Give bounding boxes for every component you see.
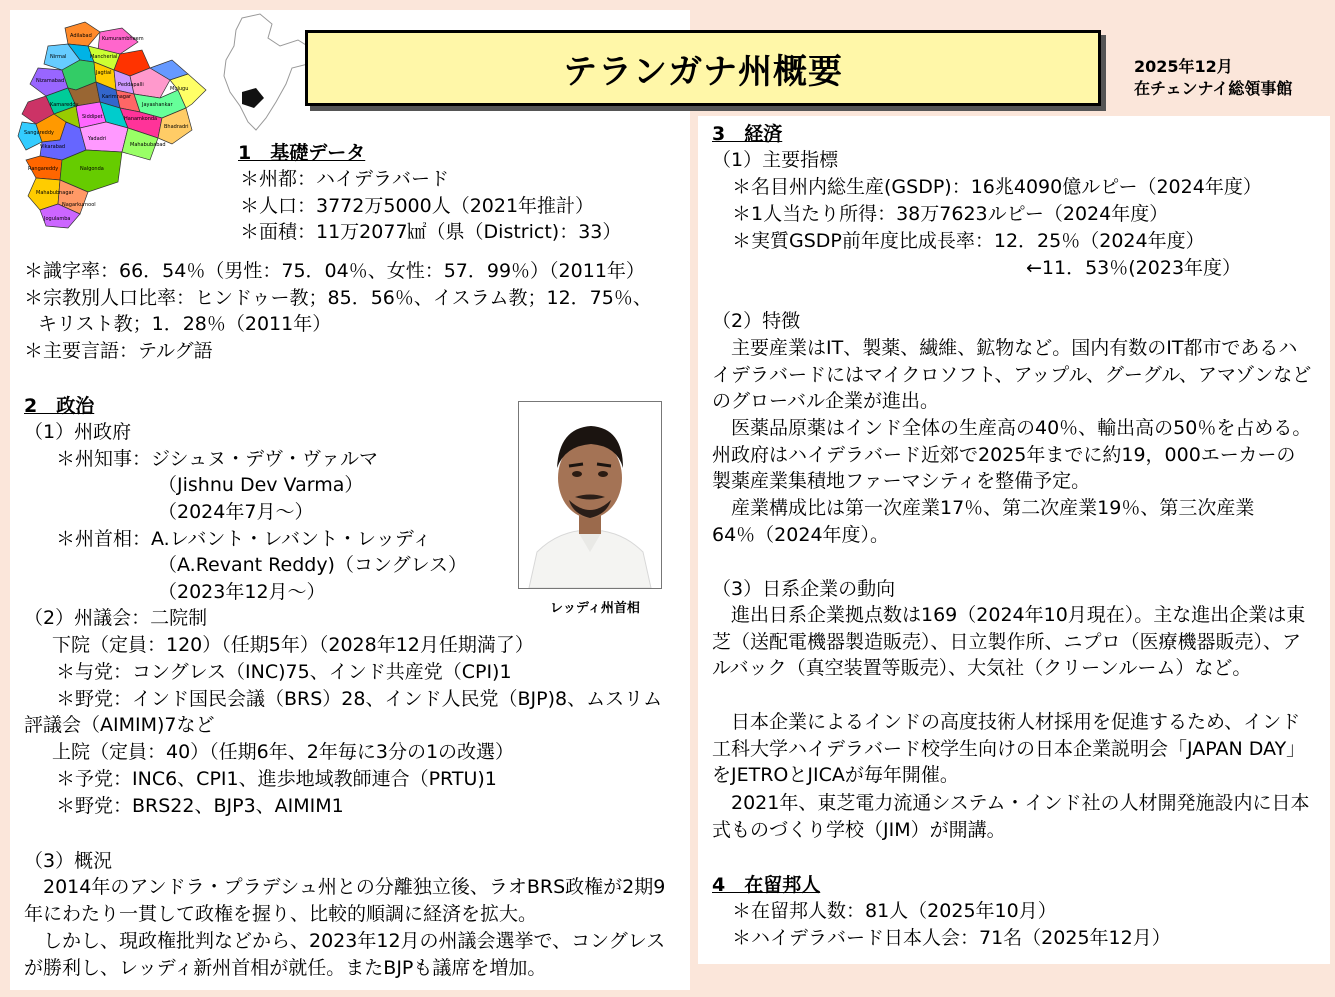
basic-population: ＊人口：3772万5000人（2021年推計） (240, 195, 595, 217)
basic-area: ＊面積：11万2077㎢（県（District)：33） (240, 221, 622, 243)
svg-text:Mancherial: Mancherial (90, 54, 118, 60)
residents-heading: 4 在留邦人 (712, 874, 821, 896)
politics-heading: 2 政治 (24, 395, 95, 417)
basic-literacy: ＊識字率：66．54％（男性：75．04％、女性：57．99％）（2011年） (24, 260, 645, 282)
governor-line-1: ＊州知事：ジシュヌ・デヴ・ヴァルマ (56, 448, 378, 470)
basic-capital: ＊州都：ハイデラバード (240, 168, 450, 190)
cm-line-1: ＊州首相：A.レバント・レバント・レッディ (56, 528, 432, 550)
features-heading: （2）特徴 (712, 310, 801, 332)
svg-text:Kamareddy: Kamareddy (50, 102, 79, 108)
svg-text:Bhadradri: Bhadradri (164, 124, 189, 130)
overview-paragraph-1: 2014年のアンドラ・プラデシュ州との分離独立後、ラオBRS政権が2期9年にわたり一貫して政権を握り、比較的順調に経済を拡大。 (24, 876, 666, 925)
svg-text:Nagarkurnool: Nagarkurnool (62, 202, 96, 208)
svg-text:Nizamabad: Nizamabad (36, 78, 65, 84)
svg-text:Jogulamba: Jogulamba (44, 216, 71, 222)
lower-opposition-1: ＊野党：インド国民会議（BRS）28、インド人民党（BJP)8、ムスリム (56, 688, 663, 710)
svg-text:Yadadri: Yadadri (88, 136, 107, 142)
gsdp-growth: ＊実質GSDP前年度比成長率：12．25％（2024年度） (732, 230, 1205, 252)
svg-text:Hanamkonda: Hanamkonda (124, 116, 158, 122)
svg-text:Mahabubabad: Mahabubabad (130, 142, 166, 148)
governor-line-2: （Jishnu Dev Varma） (158, 474, 364, 496)
lower-ruling: ＊与党：コングレス（INC)75、インド共産党（CPI)1 (56, 661, 512, 683)
svg-text:Jayashankar: Jayashankar (142, 102, 173, 108)
svg-text:Sangareddy: Sangareddy (24, 130, 54, 136)
cm-line-2: （A.Revant Reddy)（コングレス） (158, 554, 468, 576)
japan-business-heading: （3）日系企業の動向 (712, 578, 896, 600)
issue-date: 2025年12月 (1134, 57, 1233, 76)
indicators-heading: （1）主要指標 (712, 149, 839, 171)
japan-business-paragraph-3: 2021年、東芝電力流通システム・インド社の人材開発施設内に日本式ものづくり学校（JIM）が開講。 (712, 792, 1310, 841)
svg-text:Peddapalli: Peddapalli (118, 82, 144, 88)
gsdp: ＊名目州内総生産(GSDP)：16兆4090億ルピー（2024年度） (732, 176, 1262, 198)
person-portrait-icon (519, 402, 661, 588)
photo-caption: レッディ州首相 (550, 601, 640, 616)
svg-text:Nalgonda: Nalgonda (80, 166, 104, 172)
overview-heading: （3）概況 (24, 850, 113, 872)
economy-heading: 3 経済 (712, 123, 783, 145)
basic-religion-2: キリスト教；1．28％（2011年） (38, 313, 332, 335)
issue-info (1134, 56, 1292, 100)
overview-paragraph-2: しかし、現政権批判などから、2023年12月の州議会選挙で、コングレスが勝利し、レッディ新州首相が就任。またBJPも議席を増加。 (24, 930, 666, 979)
svg-text:Kumurambheem: Kumurambheem (102, 36, 144, 42)
resident-count: ＊在留邦人数：81人（2025年10月） (732, 900, 1057, 922)
japan-business-paragraph-2: 日本企業によるインドの高度技術人材採用を促進するため、インド工科大学ハイデラバード校学生向けの日本企業説明会「JAPAN DAY」をJETROとJICAが毎年開催。 (712, 711, 1306, 786)
upper-house: 上院（定員：40）（任期6年、2年毎に3分の1の改選） (52, 741, 515, 763)
svg-text:Nirmal: Nirmal (50, 54, 67, 60)
lower-house: 下院（定員：120）（任期5年）（2028年12月任期満了） (52, 634, 534, 656)
svg-text:Mahabubnagar: Mahabubnagar (36, 190, 74, 196)
japan-business-paragraph-1: 進出日系企業拠点数は169（2024年10月現在）。主な進出企業は東芝（送配電機器製造販売）、日立製作所、ニプロ（医療機器販売）、アルバック（真空装置等販売）、大気社（クリーンルーム）など。 (712, 604, 1306, 679)
upper-opposition: ＊野党：BRS22、BJP3、AIMIM1 (56, 795, 344, 817)
gov-heading: （1）州政府 (24, 421, 132, 443)
svg-text:Mulugu: Mulugu (170, 86, 189, 92)
chief-minister-photo (518, 401, 662, 589)
assembly-heading: （2）州議会：二院制 (24, 607, 208, 629)
japanese-association: ＊ハイデラバード日本人会：71名（2025年12月） (732, 927, 1171, 949)
svg-text:Jagtial: Jagtial (96, 70, 112, 76)
features-paragraph-3: 産業構成比は第一次産業17％、第二次産業19％、第三次産業64％（2024年度）。 (712, 497, 1255, 546)
lower-opposition-2: 評議会（AIMIM)7など (24, 714, 215, 736)
basic-religion-1: ＊宗教別人口比率：ヒンドゥー教；85．56％、イスラム教；12．75％、 (24, 287, 652, 309)
basic-language: ＊主要言語：テルグ語 (24, 340, 213, 362)
basic-heading: 1 基礎データ (238, 142, 366, 164)
svg-text:Vikarabad: Vikarabad (40, 144, 66, 150)
svg-text:Adilabad: Adilabad (70, 33, 92, 39)
page-title: テランガナ州概要 (305, 30, 1101, 106)
upper-ruling: ＊予党：INC6、CPI1、進歩地域教師連合（PRTU)1 (56, 768, 497, 790)
features-paragraph-2: 医薬品原薬はインド全体の生産高の40％、輸出高の50％を占める。州政府はハイデラバード近郊で2025年までに約19，000エーカーの製薬産業集積地ファーマシティを整備予定。 (712, 417, 1312, 492)
governor-line-3: （2024年7月～） (158, 501, 314, 523)
svg-text:Siddipet: Siddipet (82, 114, 103, 120)
gsdp-growth-previous: ←11．53％(2023年度） (1026, 257, 1242, 279)
svg-text:Karimnagar: Karimnagar (102, 94, 132, 100)
issuer: 在チェンナイ総領事館 (1134, 79, 1293, 98)
cm-line-3: （2023年12月～） (158, 581, 326, 603)
svg-text:Rangareddy: Rangareddy (28, 166, 59, 172)
per-capita-income: ＊1人当たり所得：38万7623ルピー（2024年度） (732, 203, 1169, 225)
features-paragraph-1: 主要産業はIT、製薬、繊維、鉱物など。国内有数のIT都市であるハイデラバードにはマイクロソフト、アップル、グーグル、アマゾンなどのグローバル企業が進出。 (712, 337, 1312, 412)
